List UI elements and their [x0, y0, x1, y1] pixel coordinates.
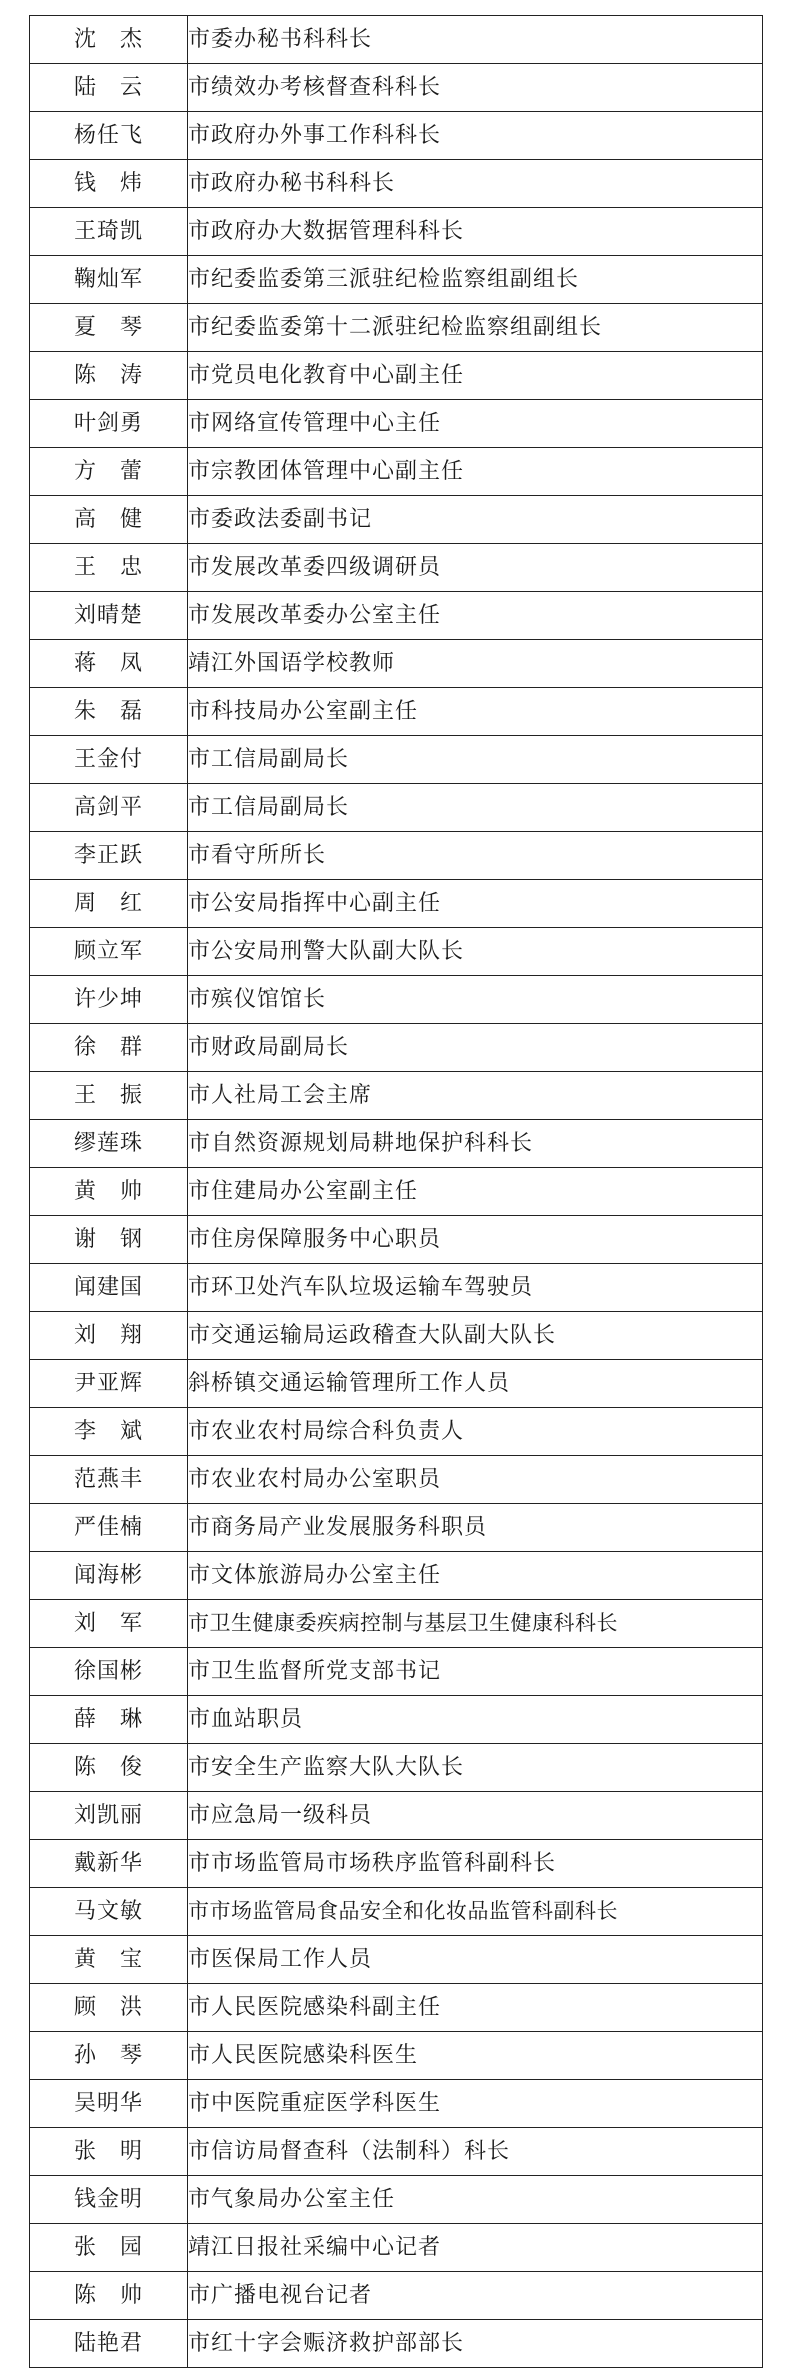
person-position: 市自然资源规划局耕地保护科科长	[188, 1120, 763, 1168]
person-position: 市应急局一级科员	[188, 1792, 763, 1840]
person-position: 市政府办大数据管理科科长	[188, 208, 763, 256]
person-position: 市网络宣传管理中心主任	[188, 400, 763, 448]
table-row	[30, 448, 763, 496]
table-row	[30, 208, 763, 256]
person-name: 周 红	[30, 880, 188, 928]
person-name: 鞠灿军	[30, 256, 188, 304]
person-position: 市政府办外事工作科科长	[188, 112, 763, 160]
table-row	[30, 1936, 763, 1984]
table-row	[30, 784, 763, 832]
person-name: 陆 云	[30, 64, 188, 112]
person-name: 王 振	[30, 1072, 188, 1120]
table-row	[30, 64, 763, 112]
table-row	[30, 1696, 763, 1744]
person-name: 王琦凯	[30, 208, 188, 256]
person-position: 市红十字会赈济救护部部长	[188, 2320, 763, 2368]
person-position: 市委政法委副书记	[188, 496, 763, 544]
person-position: 市交通运输局运政稽查大队副大队长	[188, 1312, 763, 1360]
person-position: 市卫生监督所党支部书记	[188, 1648, 763, 1696]
table-row	[30, 2272, 763, 2320]
roster-table-body	[30, 16, 763, 2368]
person-position: 市文体旅游局办公室主任	[188, 1552, 763, 1600]
table-row	[30, 1456, 763, 1504]
table-row	[30, 1984, 763, 2032]
table-row	[30, 496, 763, 544]
table-row	[30, 544, 763, 592]
document-page	[29, 15, 763, 2368]
person-position: 靖江外国语学校教师	[188, 640, 763, 688]
table-row	[30, 1120, 763, 1168]
person-name: 黄 宝	[30, 1936, 188, 1984]
table-row	[30, 2032, 763, 2080]
person-position: 市科技局办公室副主任	[188, 688, 763, 736]
person-position: 市住建局办公室副主任	[188, 1168, 763, 1216]
table-row	[30, 160, 763, 208]
table-row	[30, 2176, 763, 2224]
person-name: 钱金明	[30, 2176, 188, 2224]
person-position: 市人社局工会主席	[188, 1072, 763, 1120]
table-row	[30, 1168, 763, 1216]
person-position: 市工信局副局长	[188, 736, 763, 784]
person-position: 市气象局办公室主任	[188, 2176, 763, 2224]
person-name: 顾 洪	[30, 1984, 188, 2032]
person-name: 叶剑勇	[30, 400, 188, 448]
person-name: 夏 琴	[30, 304, 188, 352]
person-name: 黄 帅	[30, 1168, 188, 1216]
person-name: 尹亚辉	[30, 1360, 188, 1408]
person-name: 李正跃	[30, 832, 188, 880]
table-row	[30, 880, 763, 928]
person-position: 市中医院重症医学科医生	[188, 2080, 763, 2128]
person-position: 市公安局刑警大队副大队长	[188, 928, 763, 976]
table-row	[30, 304, 763, 352]
person-position: 靖江日报社采编中心记者	[188, 2224, 763, 2272]
person-position: 市发展改革委办公室主任	[188, 592, 763, 640]
table-row	[30, 400, 763, 448]
person-position: 市市场监管局市场秩序监管科副科长	[188, 1840, 763, 1888]
table-row	[30, 1600, 763, 1648]
person-position: 市农业农村局综合科负责人	[188, 1408, 763, 1456]
person-name: 缪莲珠	[30, 1120, 188, 1168]
person-position: 斜桥镇交通运输管理所工作人员	[188, 1360, 763, 1408]
person-position: 市政府办秘书科科长	[188, 160, 763, 208]
person-name: 薛 琳	[30, 1696, 188, 1744]
person-name: 刘 翔	[30, 1312, 188, 1360]
person-name: 王金付	[30, 736, 188, 784]
person-name: 刘凯丽	[30, 1792, 188, 1840]
table-row	[30, 256, 763, 304]
person-name: 李 斌	[30, 1408, 188, 1456]
person-name: 陈 俊	[30, 1744, 188, 1792]
person-name: 高剑平	[30, 784, 188, 832]
person-name: 徐 群	[30, 1024, 188, 1072]
table-row	[30, 2320, 763, 2368]
table-row	[30, 1648, 763, 1696]
person-position: 市人民医院感染科副主任	[188, 1984, 763, 2032]
table-row	[30, 2080, 763, 2128]
table-row	[30, 640, 763, 688]
person-position: 市商务局产业发展服务科职员	[188, 1504, 763, 1552]
table-row	[30, 2224, 763, 2272]
person-name: 马文敏	[30, 1888, 188, 1936]
person-position: 市广播电视台记者	[188, 2272, 763, 2320]
person-position: 市市场监管局食品安全和化妆品监管科副科长	[188, 1888, 763, 1936]
person-position: 市纪委监委第三派驻纪检监察组副组长	[188, 256, 763, 304]
table-row	[30, 1264, 763, 1312]
table-row	[30, 1408, 763, 1456]
person-position: 市卫生健康委疾病控制与基层卫生健康科科长	[188, 1600, 763, 1648]
person-name: 朱 磊	[30, 688, 188, 736]
person-name: 钱 炜	[30, 160, 188, 208]
table-row	[30, 976, 763, 1024]
table-row	[30, 352, 763, 400]
table-row	[30, 1072, 763, 1120]
person-name: 张 明	[30, 2128, 188, 2176]
table-row	[30, 1888, 763, 1936]
person-name: 张 园	[30, 2224, 188, 2272]
person-name: 陆艳君	[30, 2320, 188, 2368]
person-name: 吴明华	[30, 2080, 188, 2128]
person-position: 市工信局副局长	[188, 784, 763, 832]
person-position: 市宗教团体管理中心副主任	[188, 448, 763, 496]
person-name: 刘晴楚	[30, 592, 188, 640]
person-position: 市农业农村局办公室职员	[188, 1456, 763, 1504]
person-position: 市信访局督查科（法制科）科长	[188, 2128, 763, 2176]
person-name: 蒋 凤	[30, 640, 188, 688]
person-name: 孙 琴	[30, 2032, 188, 2080]
person-position: 市血站职员	[188, 1696, 763, 1744]
table-row	[30, 1504, 763, 1552]
table-row	[30, 1360, 763, 1408]
person-name: 徐国彬	[30, 1648, 188, 1696]
table-row	[30, 112, 763, 160]
table-row	[30, 1792, 763, 1840]
person-position: 市殡仪馆馆长	[188, 976, 763, 1024]
person-name: 刘 军	[30, 1600, 188, 1648]
table-row	[30, 2128, 763, 2176]
table-row	[30, 1552, 763, 1600]
table-row	[30, 1024, 763, 1072]
person-position: 市公安局指挥中心副主任	[188, 880, 763, 928]
person-name: 陈 帅	[30, 2272, 188, 2320]
person-name: 戴新华	[30, 1840, 188, 1888]
person-name: 谢 钢	[30, 1216, 188, 1264]
person-position: 市纪委监委第十二派驻纪检监察组副组长	[188, 304, 763, 352]
person-position: 市医保局工作人员	[188, 1936, 763, 1984]
person-name: 杨任飞	[30, 112, 188, 160]
table-row	[30, 1744, 763, 1792]
table-row	[30, 16, 763, 64]
table-row	[30, 1840, 763, 1888]
table-row	[30, 928, 763, 976]
table-row	[30, 832, 763, 880]
person-name: 沈 杰	[30, 16, 188, 64]
person-position: 市委办秘书科科长	[188, 16, 763, 64]
person-position: 市安全生产监察大队大队长	[188, 1744, 763, 1792]
person-position: 市住房保障服务中心职员	[188, 1216, 763, 1264]
table-row	[30, 736, 763, 784]
person-position: 市环卫处汽车队垃圾运输车驾驶员	[188, 1264, 763, 1312]
person-position: 市绩效办考核督查科科长	[188, 64, 763, 112]
table-row	[30, 688, 763, 736]
table-row	[30, 1216, 763, 1264]
person-position: 市党员电化教育中心副主任	[188, 352, 763, 400]
person-position: 市发展改革委四级调研员	[188, 544, 763, 592]
person-name: 王 忠	[30, 544, 188, 592]
person-name: 许少坤	[30, 976, 188, 1024]
person-name: 范燕丰	[30, 1456, 188, 1504]
person-name: 闻建国	[30, 1264, 188, 1312]
person-name: 陈 涛	[30, 352, 188, 400]
table-row	[30, 592, 763, 640]
person-name: 高 健	[30, 496, 188, 544]
person-name: 顾立军	[30, 928, 188, 976]
person-position: 市人民医院感染科医生	[188, 2032, 763, 2080]
person-position: 市看守所所长	[188, 832, 763, 880]
person-name: 闻海彬	[30, 1552, 188, 1600]
person-position: 市财政局副局长	[188, 1024, 763, 1072]
roster-table	[29, 15, 763, 2368]
person-name: 方 蕾	[30, 448, 188, 496]
person-name: 严佳楠	[30, 1504, 188, 1552]
table-row	[30, 1312, 763, 1360]
